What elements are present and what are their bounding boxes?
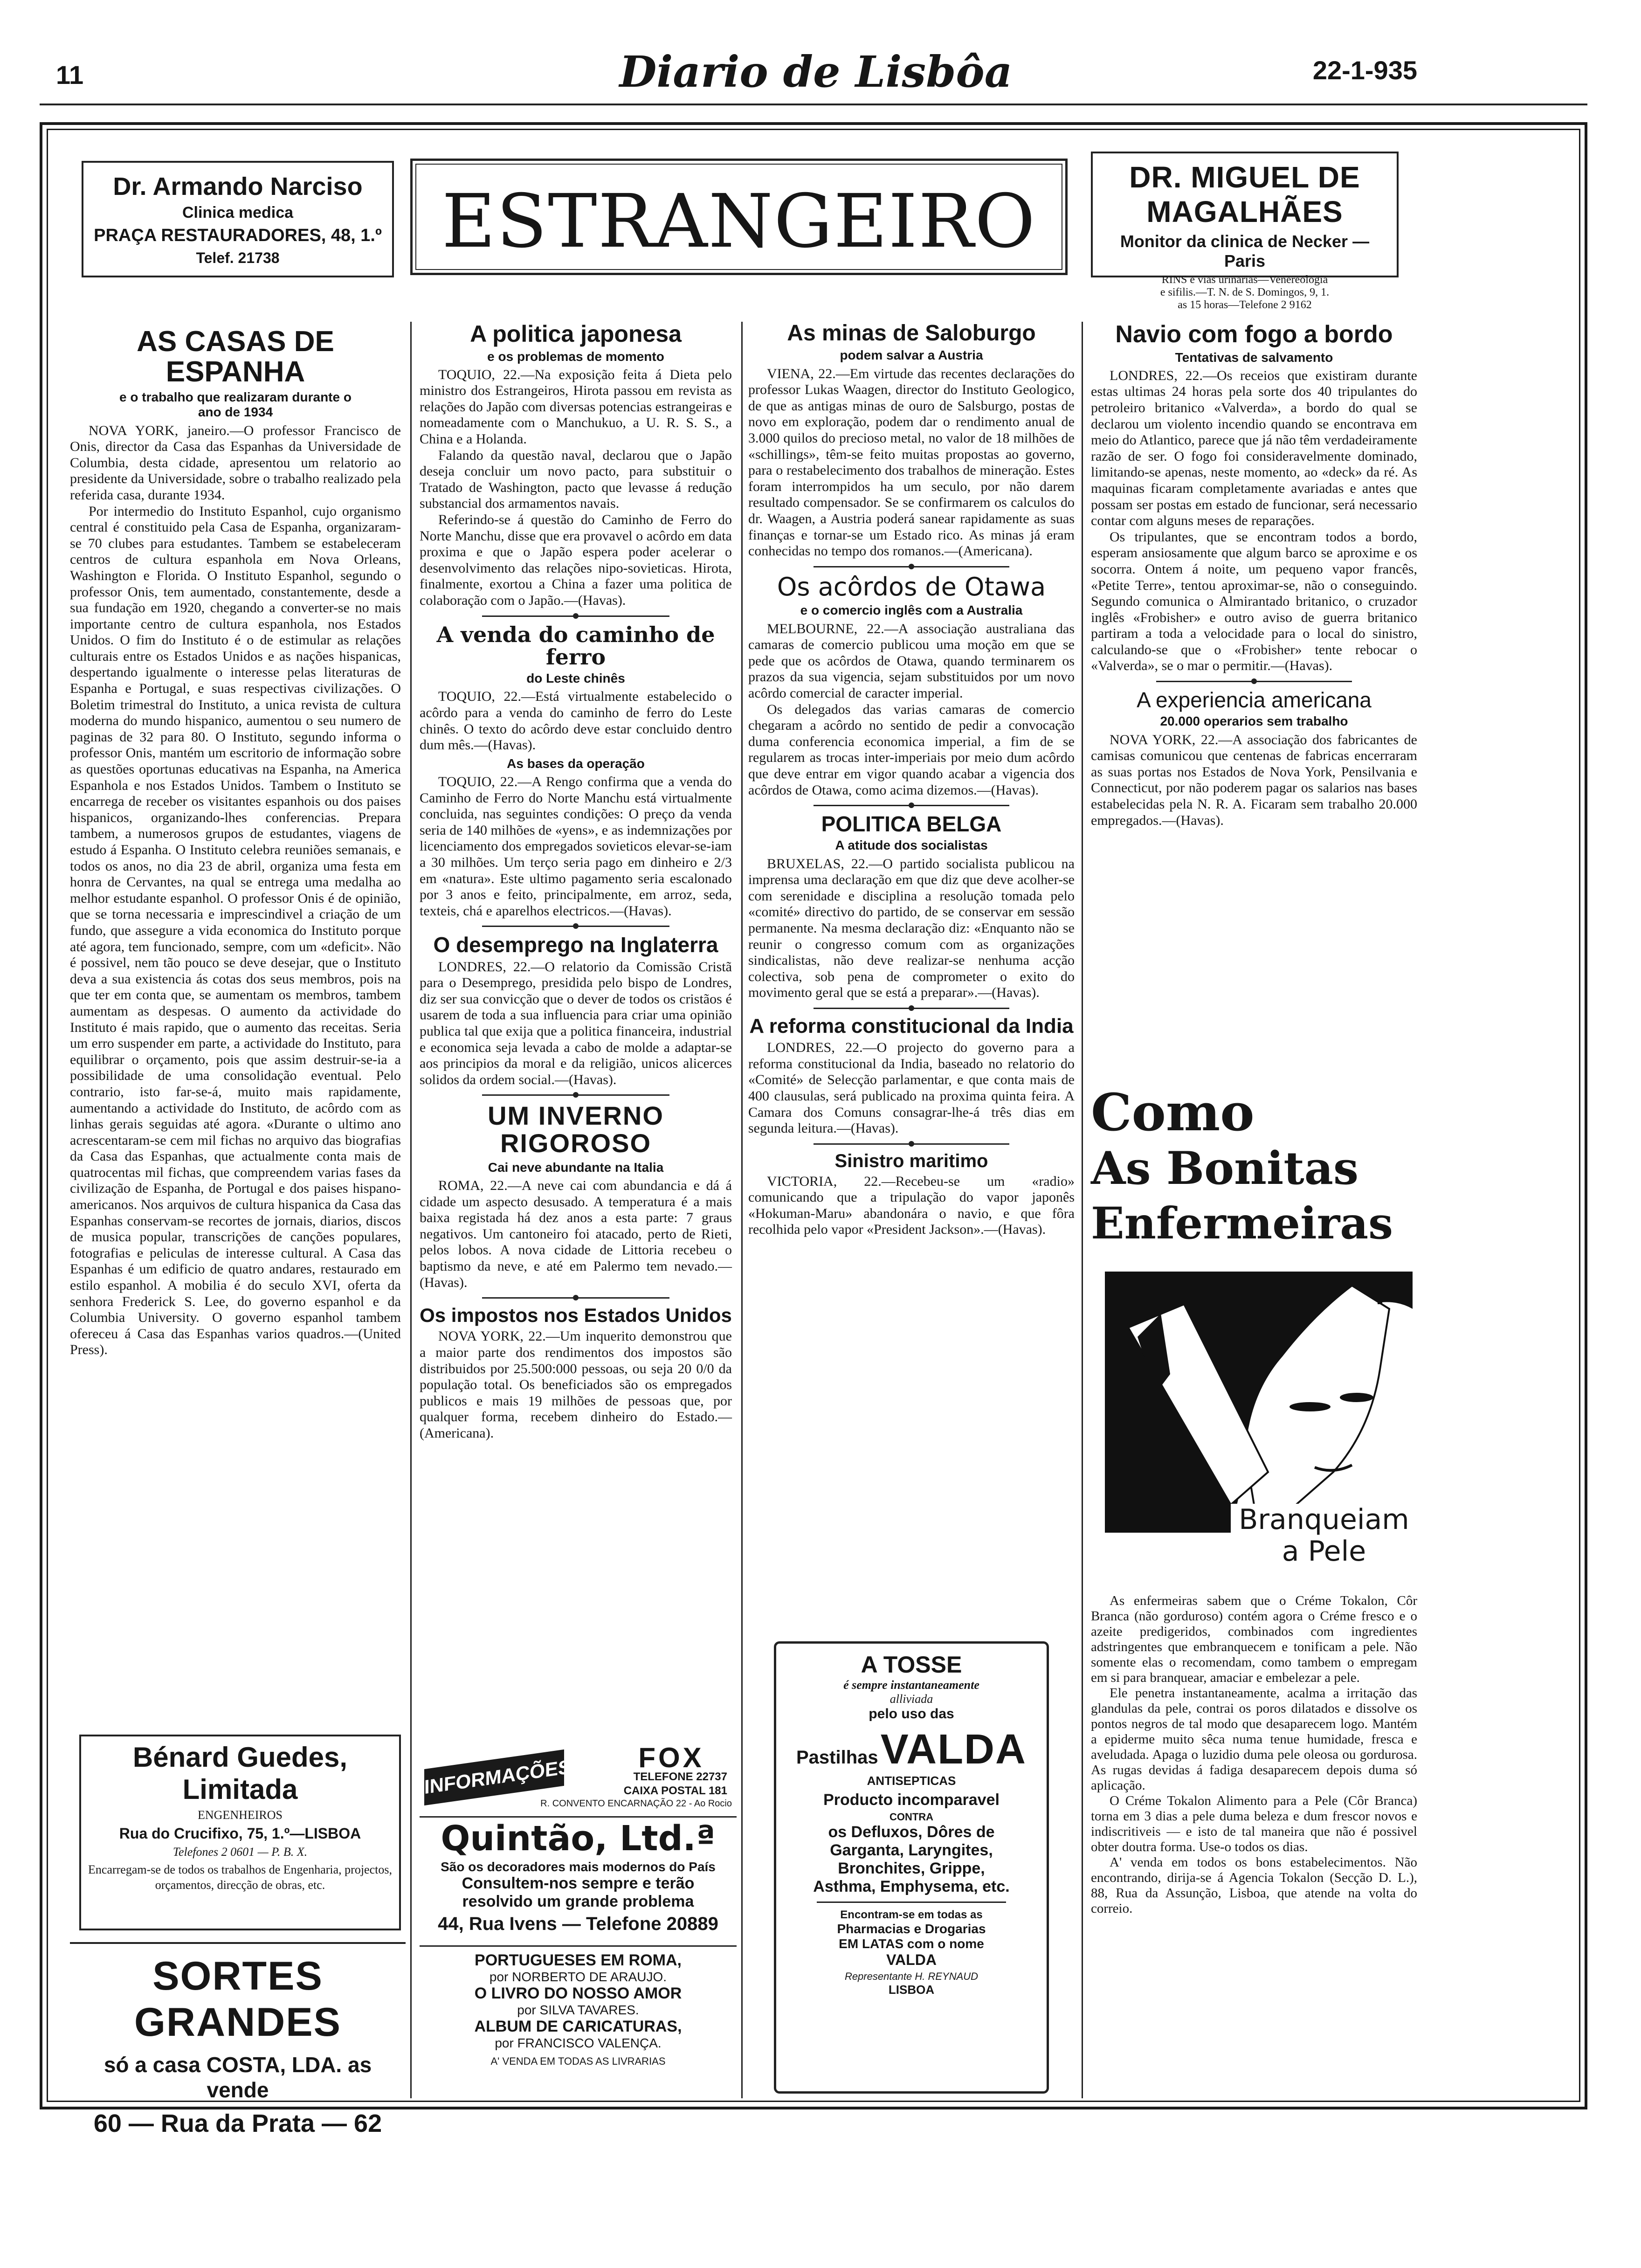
- nurse-eye-shape: [1289, 1402, 1331, 1411]
- ad-fox-phone: TELEFONE 22737: [633, 1770, 727, 1783]
- article-espanha-p2: Por intermedio do Instituto Espanhol, cujo organismo central é constituido pela Casa de Espanha, organizaram-se 70 clubes para estudantes. Tambem se estabeleceram centros de cultura espanhola em Nova Orleans, Washington e Florida. O Instituto Espanhol, segundo o professor Onis, tem aumentado, constantemente, desde a sua fundação em 1920, chegando a converter-se no mais importante centro de cultura espanhola, nos Estados Unidos. O fim do Instituto é o de estimular as relações culturais entre os Estados Unidos e as nações hispanicas, despertando igualmente o interesse pelas literaturas de Espanha e Portugal, e suas respectivas civilizações. O Boletim trimestral do Instituto, a unica revista de cultura moderna do mundo hispanico, aumentou o seu numero de paginas de 32 para 80. O Instituto, segundo informa o professor Onis, mantém um escritorio de informação sobre as questões oportunas educativas na Espanha, na America Espanhola e nos Estados Unidos. Tambem o Instituto se encarrega de receber os visitantes espanhois ou dos paises hispanicos, organizando-lhes conferencias. Prepara tambem, a numerosos grupos de estudantes, viagens de estudo á Espanha. O Instituto celebra reuniões semanais, e todos os anos, no dia 23 de abril, organiza uma festa em honra de Cervantes, na qual se entrega uma medalha ao melhor estudante espanhol. O professor Onis é de opinião, que se torna necessaria e imprescindivel a criação de um fundo, que assegure a vida economica do Instituto porque até agora, tem funcionado, sempre, com um «deficit». Não é possivel, nem tão pouco se deve desejar, que o Instituto deva a sua existencia ás cotas dos seus membros, pois na que ter em conta que, se aumentam os membros, tambem aumentam as despesas. O aumento da actividade do Instituto é mais rapido, que o aumento das receitas. Seria um erro suspender em parte, a actividade do Instituto, para equilibrar o orçamento, pois que assim destruir-se-ia a possibilidade de uma consolidação eventual. Pelo contrario, isto far-se-á, muito mais rapidamente, aumentando a actividade do Instituto, de acôrdo com as linhas gerais seguidas até agora. «Durante o ultimo ano acrescentaram-se cem mil fichas no arquivo das biografias da Casa das Espanhas, que actualmente conta mais de quatrocentas mil fichas, que compreendem varias fases da civilização de Espanha, de Portugal e dos paises hispano-americanos. Nos arquivos de cultura hispanica da Casa das Espanhas conservam-se recortes de jornais, diarios, discos de musica popular, transcrições de canções populares, fotografias e peliculas de interesse cultural. A Casa das Espanhas é um edificio de quatro andares, restaurado em estilo espanhol. A mobilia é do seculo XVI, oferta da senhora Frederick S. Lee, do governo espanhol e da Columbia University. O governo espanhol tambem ofereceu á Casa das Espanhas varios quadros.—(United Press).: [70, 503, 401, 1358]
- article-inverno-title: UM INVERNO RIGOROSO: [488, 1101, 664, 1158]
- ad-narciso-phone: Telef. 21738: [196, 249, 280, 266]
- ad-valda-list3: Bronchites, Grippe,: [838, 1860, 985, 1877]
- separator: [814, 1008, 1009, 1009]
- ad-quintao-line2: Consultem-nos sempre e terão: [462, 1874, 695, 1892]
- ad-tokalon-h2: As Bonitas: [1091, 1142, 1358, 1195]
- ad-valda-list4: Asthma, Emphysema, etc.: [813, 1878, 1010, 1895]
- article-belga-title: POLITICA BELGA: [821, 812, 1002, 837]
- ad-books-line3: ALBUM DE CARICATURAS,: [474, 2018, 682, 2035]
- ad-books-line1b: por NORBERTO DE ARAUJO.: [489, 1970, 667, 1984]
- article-saloburgo-subtitle: podem salvar a Austria: [840, 348, 983, 363]
- ad-sortes: [70, 1942, 406, 2137]
- ad-valda-line1: é sempre instantaneamente: [843, 1678, 979, 1692]
- ad-magalhaes-line4: as 15 horas—Telefone 2 9162: [1178, 299, 1312, 311]
- article-sinistro-title: Sinistro maritimo: [834, 1150, 988, 1171]
- article-ferro-p1: TOQUIO, 22.—Está virtualmente estabelecido o acôrdo para a venda do caminho de ferro do Leste chinês. O texto do acôrdo deve estar concluido dentro dum mês.—(Havas).: [420, 689, 732, 753]
- ad-valda-list2: Garganta, Laryngites,: [830, 1841, 993, 1859]
- article-belga-p1: BRUXELAS, 22.—O partido socialista publicou na imprensa uma declaração em que diz que deve acolher-se com serenidade e disciplina a resolução tomada pelo «comité» directivo do partido, de se conservar em sessão permanente. Na mesma declaração diz: «Enquanto não se reunir o congresso comum com as organizações sindicalistas, não deve realizar-se nenhuma acção colectiva, sob pena de comprometer o exito do movimento geral que se está a preparar».—(Havas).: [748, 856, 1075, 1001]
- ad-magalhaes-line2: RINS e vias urinarias—Venereologia: [1161, 274, 1328, 286]
- ad-quintao-line3: resolvido um grande problema: [462, 1893, 694, 1910]
- ad-tokalon: [1091, 1084, 1417, 2101]
- ad-valda-title: A TOSSE: [861, 1652, 962, 1678]
- ad-sortes-line1: só a casa COSTA, LDA. as vende: [103, 2053, 372, 2102]
- separator: [482, 1094, 669, 1096]
- article-india-p1: LONDRES, 22.—O projecto do governo para a reforma constitucional da India, baseado no relatorio do «Comité» de Selecção parlamentar, e que conta mais de 400 clausulas, será publicado na proxima quinta feira. A Camara dos Comuns consagrar-lhe-á três dias em segunda leitura.—(Havas).: [748, 1040, 1075, 1136]
- ad-guedes: [79, 1735, 401, 1930]
- ad-tokalon-p3: O Créme Tokalon Alimento para a Pele (Côr Branca) torna em 3 dias a pele duma beleza e dum frescor novos e indiscritiveis — e isto de tal maneira que não é possivel obter doutra forma. Use-o todos os dias.: [1091, 1793, 1417, 1854]
- ad-valda-sold1: Encontram-se em todas as: [840, 1908, 983, 1921]
- ad-quintao-line4: 44, Rua Ivens — Telefone 20889: [438, 1914, 718, 1934]
- article-desemprego-title: O desemprego na Inglaterra: [433, 933, 718, 957]
- article-desemprego-p1: LONDRES, 22.—O relatorio da Comissão Cristã para o Desemprego, presidida pelo bispo de Londres, diz ser sua convicção que o dever de todos os cristãos é usarem de toda a sua influencia para criar uma opinião publica tal que exija que a politica financeira, industrial e economica seja levada a cabo de molde a adaptar-se aos principios da moral e da religião, unicos alicerces solidos da ordem social.—(Havas).: [420, 959, 732, 1087]
- column-4: [1091, 322, 1417, 829]
- ad-fox-box: CAIXA POSTAL 181: [623, 1784, 727, 1797]
- article-americana-p1: NOVA YORK, 22.—A associação dos fabricantes de camisas comunicou que centenas de fabricas encerraram as suas portas nos Estados de Nova York, Pensilvania e Connecticut, por não poderem pagar os salarios nas bases estabelecidas pela N. R. A. Ficaram sem trabalho 20.000 empregados.—(Havas).: [1091, 732, 1417, 828]
- article-otawa-title: Os acôrdos de Otawa: [777, 572, 1046, 602]
- section-banner: [410, 159, 1068, 275]
- article-ferro-subtitle: do Leste chinês: [526, 671, 625, 686]
- column-1: [70, 326, 401, 1358]
- masthead-rule: [40, 104, 1587, 105]
- ad-valda-brand: VALDA: [880, 1726, 1027, 1773]
- article-navio-p1: LONDRES, 22.—Os receios que existiram durante estas ultimas 24 horas pela sorte dos 40 tripulantes do petroleiro britanico «Valverda», a bordo do qual se declarou um violento incendio quando se encontrava em meio do Atlantico, parece que já não têm verdadeiramente razão de ser. O fogo foi consideravelmente dominado, limitando-se apenas, neste momento, ao «deck» da ré. As maquinas ficaram completamente avariadas e antes que possam ser postas em estado de funcionar, será necessario contar com alguns meses de reparações.: [1091, 367, 1417, 529]
- article-japonesa-p2: Falando da questão naval, declarou que o Japão deseja concluir um novo pacto, para substituir o Tratado de Washington, pacto que levasse á redução substancial dos armamentos navais.: [420, 447, 732, 512]
- article-india-title: A reforma constitucional da India: [749, 1014, 1074, 1037]
- ad-books-line2b: por SILVA TAVARES.: [517, 2003, 639, 2017]
- ad-valda-list1: os Defluxos, Dôres de: [828, 1823, 995, 1841]
- ad-valda-sub: ANTISEPTICAS: [867, 1774, 956, 1788]
- ad-fox: [420, 1742, 732, 1812]
- ad-valda-brand-row: [776, 1726, 1047, 1774]
- article-inverno-subtitle: Cai neve abundante na Italia: [488, 1160, 664, 1175]
- ad-books-footer: A' VENDA EM TODAS AS LIVRARIAS: [490, 2055, 666, 2067]
- ad-guedes-name: Bénard Guedes, Limitada: [132, 1742, 348, 1805]
- nurse-illustration: [1091, 1253, 1417, 1542]
- article-belga-subtitle: A atitude dos socialistas: [835, 838, 988, 853]
- ad-magalhaes-line3: e sifilis.—T. N. de S. Domingos, 9, 1.: [1160, 286, 1330, 298]
- article-navio-p2: Os tripulantes, que se encontram todos a bordo, esperam ansiosamente que algum barco se aproxime e os socorra. Ontem á noite, um pequeno vapor francês, «Petite Terre», tentou aproximar-se, não o conseguindo. Segundo comunica o Almirantado britanico, o cruzador inglês «Frobisher» e outro aviso de guerra britanico partiram a toda a velocidade para o local do sinistro, calculando-se que o «Frobisher» tente rebocar o «Valverda», se o mar o permitir.—(Havas).: [1091, 529, 1417, 674]
- ad-valda-city: LISBOA: [888, 1983, 935, 1997]
- ad-narciso-name: Dr. Armando Narciso: [113, 173, 363, 201]
- ad-fox-address: R. CONVENTO ENCARNAÇÃO 22 - Ao Rocio: [540, 1798, 732, 1809]
- separator: [814, 805, 1009, 806]
- ad-guedes-phones: Telefones 2 0601 — P. B. X.: [172, 1845, 308, 1859]
- ad-quintao-line1: São os decoradores mais modernos do País: [441, 1860, 716, 1874]
- ad-fox-brand: FOX: [638, 1742, 704, 1773]
- ad-tokalon-p1: As enfermeiras sabem que o Créme Tokalon, Côr Branca (não gorduroso) contém agora o Créme fresco e o azeite predigeridos, combinados com ingredientes adstringentes que embranquecem e tonificam a pele. Não somente elas o recomendam, como tambem o empregam em si para branquear, amaciar e embelezar a pele.: [1091, 1593, 1417, 1685]
- ad-quintao: [420, 1816, 737, 1947]
- article-ferro-title: A venda do caminho de ferro: [436, 622, 715, 670]
- article-navio-subtitle: Tentativas de salvamento: [1175, 350, 1333, 365]
- ad-books: [420, 1951, 737, 2091]
- ad-valda-brand-pre: Pastilhas: [796, 1747, 878, 1768]
- article-impostos-p1: NOVA YORK, 22.—Um inquerito demonstrou que a maior parte dos rendimentos dos impostos são distribuidos por 25.500:000 pessoas, ou seja 20 0/0 da população total. Os beneficiados são os empregados publicos e mais 19 milhões de pessoas que, por qualquer forma, recebem dinheiro do Estado.—(Americana).: [420, 1328, 732, 1441]
- ad-guedes-profession: ENGENHEIROS: [198, 1808, 283, 1822]
- ad-tokalon-caption: [1231, 1504, 1417, 1567]
- separator: [814, 566, 1009, 567]
- ad-tokalon-p4: A' venda em todos os bons estabelecimentos. Não encontrando, dirija-se á Agencia Tokalon (Secção D. L.), 88, Rua da Assunção, Lisboa, que atende na volta do correio.: [1091, 1855, 1417, 1916]
- separator: [482, 615, 669, 617]
- ad-valda: [774, 1641, 1049, 2094]
- ad-quintao-name: Quintão, Ltd.ª: [441, 1819, 716, 1859]
- separator: [814, 1143, 1009, 1145]
- column-rule: [1082, 322, 1083, 2098]
- ad-tokalon-caption1: Branqueiam: [1239, 1503, 1409, 1536]
- ad-books-line2: O LIVRO DO NOSSO AMOR: [474, 1984, 682, 2002]
- article-espanha-p1: NOVA YORK, janeiro.—O professor Francisco de Onis, director da Casa das Espanhas da Universidade de Columbia, desta cidade, apresentou um relatorio ao presidente da Universidade, sobre o trabalho realizado pela referida casa, durante 1934.: [70, 422, 401, 503]
- article-japonesa-p1: TOQUIO, 22.—Na exposição feita á Dieta pelo ministro dos Estrangeiros, Hirota passou em revista as relações do Japão com diversas potencias estrangeiras e nomeadamente com o Manchukuo, a U. R. S. S., a China e a Holanda.: [420, 366, 732, 447]
- nurse-eye-shape: [1340, 1393, 1373, 1402]
- ad-valda-contra: CONTRA: [889, 1811, 934, 1823]
- separator: [482, 926, 669, 927]
- ad-tokalon-h3: Enfermeiras: [1091, 1198, 1393, 1249]
- separator: [1156, 681, 1352, 682]
- ad-narciso-address: PRAÇA RESTAURADORES, 48, 1.º: [94, 226, 382, 245]
- article-americana-title: A experiencia americana: [1137, 688, 1372, 712]
- column-rule: [410, 322, 412, 2098]
- ad-valda-line2: alliviada: [889, 1692, 933, 1706]
- masthead-title: Diario de Lisbôa: [619, 47, 1013, 97]
- ad-valda-sold3: EM LATAS com o nome: [839, 1936, 984, 1951]
- article-japonesa-subtitle: e os problemas de momento: [487, 349, 664, 364]
- ad-narciso: [82, 161, 394, 277]
- column-3: [748, 322, 1075, 1238]
- ad-valda-sold2: Pharmacias e Drogarias: [837, 1922, 986, 1936]
- ad-magalhaes-name: DR. MIGUEL DE MAGALHÃES: [1129, 160, 1360, 228]
- ad-magalhaes: [1091, 152, 1399, 311]
- masthead-date: 22-1-935: [1312, 55, 1417, 85]
- separator: [482, 1297, 669, 1299]
- article-ferro-p2: TOQUIO, 22.—A Rengo confirma que a venda do Caminho de Ferro do Norte Manchu está virtualmente concluida, nas seguintes condições: O preço da venda seria de 140 milhões de «yens», e as indemnizações por licenciamento dos empregados sovieticos elevar-se-iam a 30 milhões. Um terço seria pago em dinheiro e 2/3 em «natura». Este ultimo pagamento seria escalonado por 3 anos e feito, principalmente, em arroz, seda, texteis, chá e aparelhos electricos.—(Havas).: [420, 774, 732, 919]
- ad-guedes-body: Encarregam-se de todos os trabalhos de Engenharia, projectos, orçamentos, direcção de obras, etc.: [88, 1863, 392, 1892]
- article-japonesa-title: A politica japonesa: [470, 321, 682, 347]
- article-navio-title: Navio com fogo a bordo: [1115, 321, 1393, 348]
- article-ferro-subhead: As bases da operação: [507, 756, 645, 771]
- article-saloburgo-p1: VIENA, 22.—Em virtude das recentes declarações do professor Lukas Waagen, director do Instituto Geologico, de que as antigas minas de ouro de Salsburgo, postas de novo em exploração, podem dar o rendimento anual de 3.000 quilos do precioso metal, no valor de 18 milhões de «schillings», têm-se feito muitas propostas ao governo, para o restabelecimento dos trabalhos de mineração. Estes foram interrompidos ha um seculo, por não darem resultado compensador. Se se confirmarem os calculos do dr. Waagen, a Austria poderá sanear rapidamente as suas finanças e tornar-se um Estado rico. As minas já eram conhecidas no tempo dos romanos.—(Americana).: [748, 366, 1075, 559]
- ad-tokalon-caption2: a Pele: [1282, 1535, 1366, 1568]
- ad-books-line1: PORTUGUESES EM ROMA,: [475, 1951, 682, 1969]
- article-japonesa-p3: Referindo-se á questão do Caminho de Ferro do Norte Manchu, disse que era provavel o acôrdo em data proxima e que o Japão espera poder acelerar o desenvolvimento das relações nipo-sovieticas. Hirota, finalmente, exortou a China a fazer uma politica de colaboração com o Japão.—(Havas).: [420, 512, 732, 608]
- ad-sortes-title: SORTES GRANDES: [134, 1954, 342, 2045]
- ad-valda-sold4: VALDA: [886, 1951, 937, 1968]
- article-espanha-title: AS CASAS DE ESPANHA: [137, 325, 334, 388]
- article-otawa-subtitle: e o comercio inglês com a Australia: [800, 603, 1023, 618]
- article-otawa-p1: MELBOURNE, 22.—A associação australiana das camaras de comercio publicou uma moção em que se pede que os acôrdos de Otawa, quando terminarem os prazos da sua vigencia, sejam substituidos por um novo acôrdo comercial de caracter imperial.: [748, 621, 1075, 701]
- ad-valda-line3: pelo uso das: [869, 1706, 954, 1722]
- column-2: [420, 322, 732, 1442]
- ad-valda-rep: Representante H. REYNAUD: [844, 1971, 979, 1982]
- article-espanha-subtitle: e o trabalho que realizaram durante o ano de 1934: [119, 390, 352, 420]
- ad-fox-banner: INFORMAÇÕES: [424, 1749, 564, 1805]
- article-inverno-p1: ROMA, 22.—A neve cai com abundancia e dá á cidade um aspecto desusado. A temperatura é a mais baixa registada há dez anos a esta parte: 7 graus negativos. Um cantoneiro foi atacado, perto de Rieti, pelos lobos. A nova cidade de Littoria recebeu o baptismo da neve, e até em Palermo tem nevado.—(Havas).: [420, 1178, 732, 1290]
- column-rule: [741, 322, 743, 2098]
- article-impostos-title: Os impostos nos Estados Unidos: [420, 1304, 732, 1327]
- ad-narciso-specialty: Clinica medica: [182, 204, 294, 221]
- page-number: 11: [56, 60, 84, 90]
- article-otawa-p2: Os delegados das varias camaras de comercio chegaram a acôrdo no sentido de pedir a convocação duma conferencia economica imperial, a fim de se regularem as trocas inter-imperiais por meio dum acôrdo que deve entrar em vigor quando acabar a vigencia dos acôrdos de Otawa, como acima dizemos.—(Havas).: [748, 701, 1075, 798]
- ad-books-line3b: por FRANCISCO VALENÇA.: [495, 2036, 662, 2050]
- section-title: ESTRANGEIRO: [441, 179, 1036, 264]
- article-sinistro-p1: VICTORIA, 22.—Recebeu-se um «radio» comunicando que a tripulação do vapor japonês «Hokuman-Maru» abandonára o navio, e que fôra recolhida pelo vapor «President Jackson».—(Havas).: [748, 1173, 1075, 1238]
- ad-magalhaes-line1: Monitor da clinica de Necker — Paris: [1120, 232, 1370, 270]
- ad-tokalon-h1: Como: [1091, 1082, 1255, 1142]
- ad-sortes-line2: 60 — Rua da Prata — 62: [93, 2109, 382, 2137]
- article-americana-subtitle: 20.000 operarios sem trabalho: [1160, 714, 1348, 729]
- article-saloburgo-title: As minas de Saloburgo: [787, 321, 1036, 346]
- ad-tokalon-p2: Ele penetra instantaneamente, acalma a irritação das glandulas da pele, contrai os poros dilatados e dissolve os pontos negros de tal modo que desaparecem logo. Mantém a epiderme muito sêca numa tenue humidade, fresca e aveludada. Apaga o luzidio duma pele oleosa ou gordurosa. As rugas devidas á fadiga desaparecem depois duma só aplicação.: [1091, 1686, 1417, 1793]
- ad-valda-product: Producto incomparavel: [823, 1791, 1000, 1809]
- ad-guedes-address: Rua do Crucifixo, 75, 1.º—LISBOA: [119, 1825, 361, 1842]
